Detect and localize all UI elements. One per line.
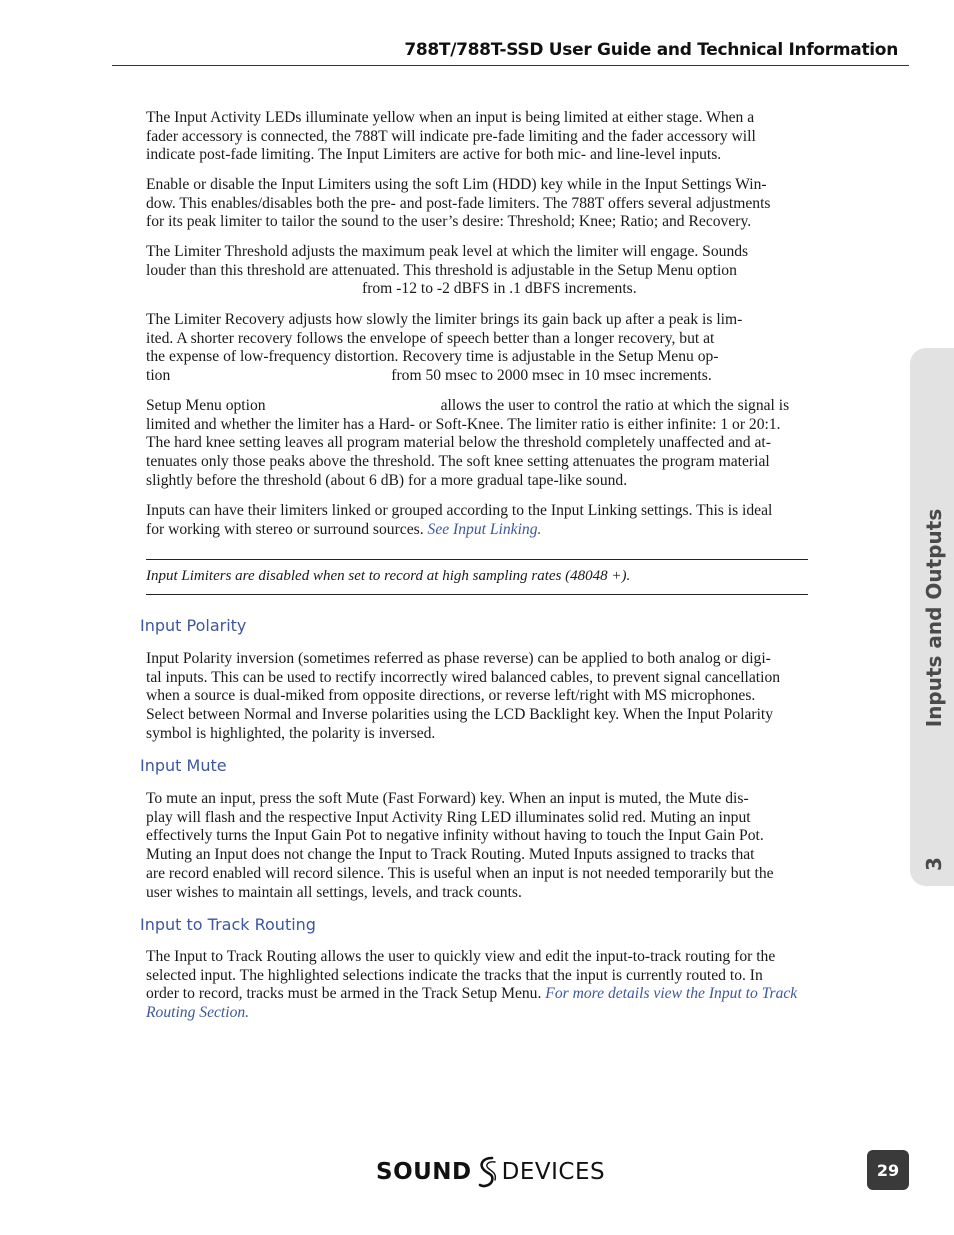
text-line: effectively turns the Input Gain Pot to negative infinity without having to touch the Input Gain Pot.	[146, 827, 764, 845]
text-line: louder than this threshold are attenuated. This threshold is adjustable in the Setup Menu option	[146, 261, 737, 279]
text-line: The Limiter Threshold adjusts the maximum peak level at which the limiter will engage. Sounds	[146, 243, 749, 260]
text-line: are record enabled will record silence. This is useful when an input is not needed temporarily but the	[146, 864, 774, 882]
text-line: fader accessory is connected, the 788T will indicate pre-fade limiting and the fader accessory will	[146, 127, 756, 145]
text-line: from -12 to -2 dBFS in .1 dBFS increments.	[362, 280, 637, 298]
text-fragment: allows the user to control the ratio at which the signal is	[440, 397, 790, 414]
note-bottom-rule	[146, 594, 808, 595]
text-fragment: tion	[146, 367, 171, 385]
text-line: symbol is highlighted, the polarity is inversed.	[146, 724, 436, 742]
paragraph-input-mute	[146, 790, 846, 902]
heading-input-to-track-routing: Input to Track Routing	[140, 915, 316, 934]
text-line: dow. This enables/disables both the pre- and post-fade limiters. The 788T offers several adjustments	[146, 194, 771, 212]
text-line	[146, 985, 846, 1004]
logo-swirl-icon	[474, 1155, 500, 1189]
text-line: for its peak limiter to tailor the sound to the user’s desire: Threshold; Knee; Ratio; and Recovery.	[146, 213, 752, 231]
text-line: The Input Activity LEDs illuminate yellow when an input is being limited at either stage. When a	[146, 109, 755, 126]
text-line: Inputs can have their limiters linked or grouped according to the Input Linking settings. This is ideal	[146, 502, 773, 519]
sound-devices-logo	[376, 1154, 605, 1190]
text-line	[146, 367, 846, 386]
paragraph-limiter-recovery	[146, 311, 846, 386]
text-fragment: order to record, tracks must be armed in the Track Setup Menu.	[146, 985, 542, 1003]
text-line: the expense of low-frequency distortion. Recovery time is adjustable in the Setup Menu op-	[146, 348, 719, 366]
text-line: when a source is dual-miked from opposite directions, or reverse left/right with MS microphones.	[146, 687, 756, 705]
logo-word-sound: SOUND	[376, 1159, 472, 1185]
text-fragment: from 50 msec to 2000 msec in 10 msec increments.	[391, 367, 712, 385]
chapter-tab-number: 3	[922, 857, 946, 871]
text-line: To mute an input, press the soft Mute (Fast Forward) key. When an input is muted, the Mute dis-	[146, 790, 749, 807]
paragraph-limiter-linking	[146, 502, 846, 539]
paragraph-limiter-knee-ratio	[146, 397, 846, 491]
text-line: indicate post-fade limiting. The Input Limiters are active for both mic- and line-level inputs.	[146, 146, 722, 164]
logo-word-devices: DEVICES	[501, 1159, 606, 1185]
note-limiters-disabled: Input Limiters are disabled when set to record at high sampling rates (48048 +).	[146, 568, 631, 584]
text-line: The Input to Track Routing allows the user to quickly view and edit the input-to-track routing for the	[146, 948, 776, 965]
text-line: Input Polarity inversion (sometimes referred as phase reverse) can be applied to both analog or digi-	[146, 650, 771, 667]
text-line: Muting an Input does not change the Input to Track Routing. Muted Inputs assigned to tracks that	[146, 846, 755, 864]
note-top-rule	[146, 559, 808, 560]
text-line	[146, 397, 846, 416]
paragraph-input-polarity	[146, 650, 846, 744]
header-title: 788T/788T-SSD User Guide and Technical Information	[404, 40, 898, 60]
text-line: play will flash and the respective Input Activity Ring LED illuminates solid red. Muting an input	[146, 808, 751, 826]
heading-input-mute: Input Mute	[140, 756, 227, 775]
text-line: Enable or disable the Input Limiters using the soft Lim (HDD) key while in the Input Settings Win-	[146, 176, 767, 193]
text-line: The Limiter Recovery adjusts how slowly the limiter brings its gain back up after a peak is lim-	[146, 311, 743, 328]
text-fragment: for working with stereo or surround sources.	[146, 520, 424, 538]
routing-details-link[interactable]: For more details view the Input to Track	[545, 985, 798, 1003]
paragraph-activity-leds	[146, 109, 846, 165]
text-fragment: Setup Menu option	[146, 397, 266, 414]
text-line: slightly before the threshold (about 6 dB) for a more gradual tape-like sound.	[146, 471, 628, 489]
text-line: Select between Normal and Inverse polarities using the LCD Backlight key. When the Input Polarity	[146, 706, 774, 724]
paragraph-limiter-threshold	[146, 243, 846, 299]
chapter-tab-label: Inputs and Outputs	[922, 508, 946, 728]
header-divider	[112, 65, 909, 66]
text-line: tenuates only those peaks above the threshold. The soft knee setting attenuates the program material	[146, 453, 770, 471]
text-line: ited. A shorter recovery follows the envelope of speech better than a longer recovery, but at	[146, 329, 715, 347]
text-line	[146, 521, 846, 540]
page-number-badge: 29	[867, 1150, 909, 1190]
paragraph-enable-limiters	[146, 176, 846, 232]
text-line: tal inputs. This can be used to rectify incorrectly wired balanced cables, to prevent signal cancellation	[146, 668, 781, 686]
paragraph-input-to-track-routing	[146, 948, 846, 1023]
see-input-linking-link[interactable]: See Input Linking.	[427, 520, 542, 538]
text-line: The hard knee setting leaves all program material below the threshold completely unaffected and at-	[146, 434, 771, 452]
routing-section-link[interactable]: Routing Section.	[146, 1004, 250, 1022]
heading-input-polarity: Input Polarity	[140, 616, 247, 635]
text-line: user wishes to maintain all settings, levels, and track counts.	[146, 883, 522, 901]
text-line: selected input. The highlighted selections indicate the tracks that the input is currently routed to. In	[146, 966, 763, 984]
text-line: limited and whether the limiter has a Hard- or Soft-Knee. The limiter ratio is either infinite: 1 or 20:1.	[146, 415, 781, 433]
